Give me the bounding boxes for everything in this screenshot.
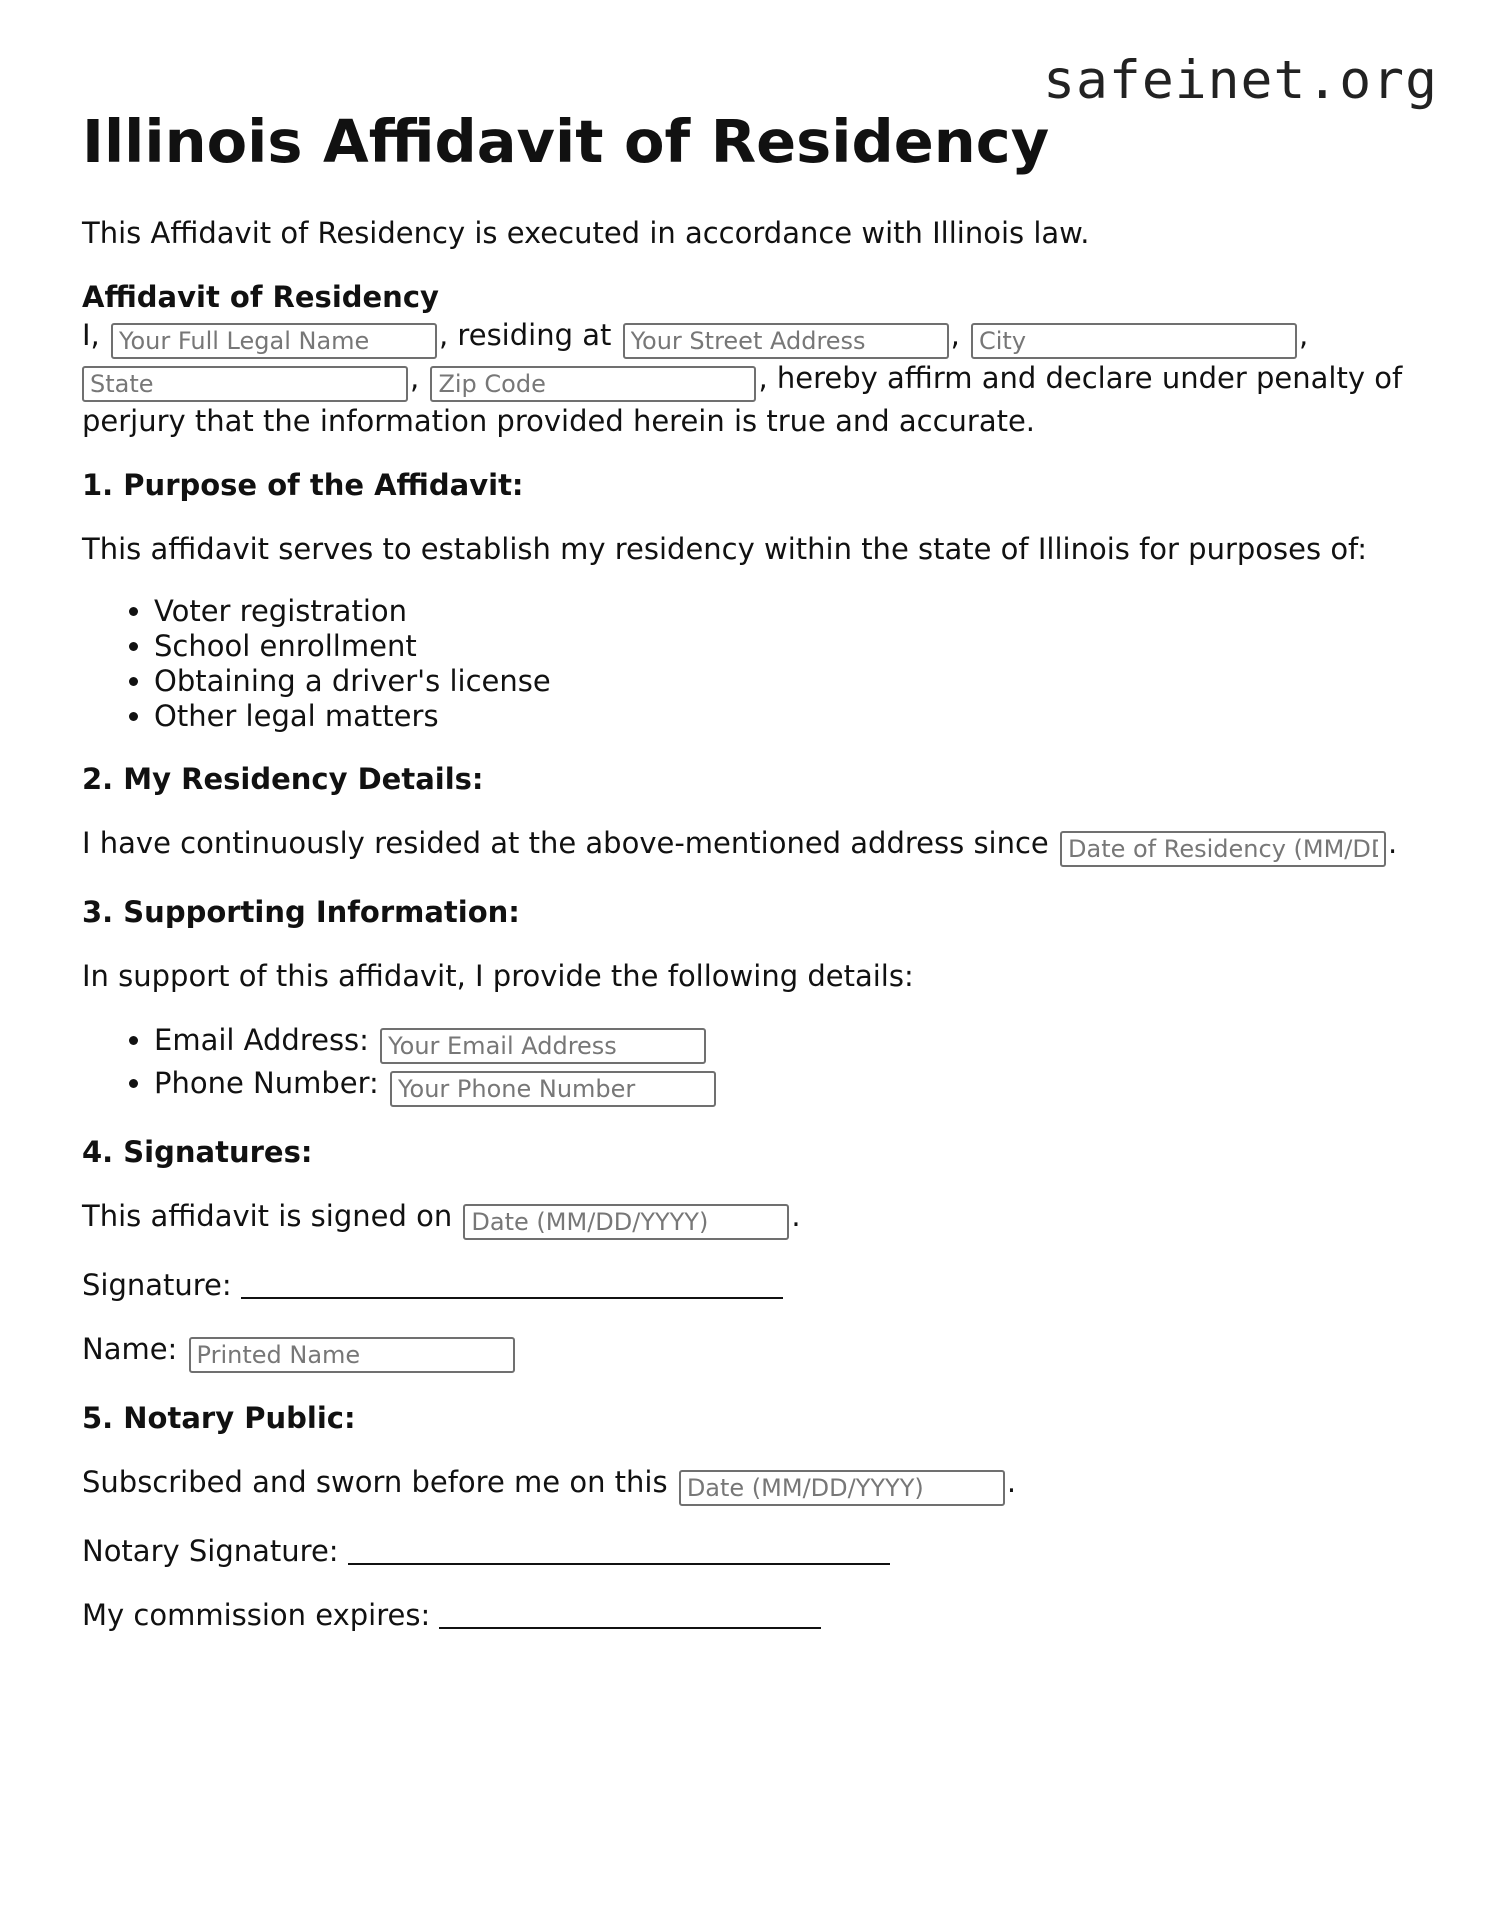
section-1-text: This affidavit serves to establish my residency within the state of Illinois for purposes of: [82,532,1368,566]
watermark: safeinet.org [1043,50,1438,111]
name-row [82,1330,1422,1373]
name-label: Name: [82,1332,178,1366]
phone-input[interactable] [390,1071,716,1107]
purpose-list [82,594,1422,734]
affidavit-document [82,108,1422,1634]
notary-signature-label: Notary Signature: [82,1534,339,1568]
residency-details-paragraph [82,824,1422,867]
intro-text: This Affidavit of Residency is executed in accordance with Illinois law. [82,216,1090,250]
page-title: Illinois Affidavit of Residency [82,107,1050,176]
declaration-suffix: , hereby affirm and declare under penalty of perjury that the information provided herein is true and accurate. [82,361,1403,438]
residing-at-text: , residing at [439,318,612,352]
city-input[interactable] [971,323,1297,359]
affidavit-subtitle: Affidavit of Residency [82,280,439,314]
period-text: . [1006,1465,1017,1499]
list-item [154,1021,1422,1064]
comma-text: , [950,318,960,352]
phone-label: Phone Number: [154,1066,379,1100]
section-3-heading: 3. Supporting Information: [82,895,520,929]
signature-label: Signature: [82,1268,232,1302]
signature-line[interactable] [241,1267,783,1299]
printed-name-input[interactable] [189,1337,515,1373]
section-4-heading: 4. Signatures: [82,1135,313,1169]
declaration-paragraph [82,316,1422,440]
signature-row [82,1266,1422,1304]
period-text: . [791,1199,801,1233]
declaration-prefix: I, [82,318,100,352]
comma-text: , [410,361,420,395]
contact-details-list [82,1021,1422,1107]
list-item: • Voter registration [154,594,1422,629]
commission-row [82,1596,1422,1634]
notary-signature-row [82,1532,1422,1570]
residency-text: I have continuously resided at the above-mentioned address since [82,826,1049,860]
signed-on-text: This affidavit is signed on [82,1199,453,1233]
period-text: . [1388,826,1398,860]
signed-date-input[interactable] [463,1204,789,1240]
section-3-text: In support of this affidavit, I provide the following details: [82,959,914,993]
notary-signature-line[interactable] [348,1533,890,1565]
section-1-heading: 1. Purpose of the Affidavit: [82,468,524,502]
list-item: • Other legal matters [154,699,1422,734]
commission-label: My commission expires: [82,1598,431,1632]
comma-text: , [1299,318,1309,352]
list-item: • Obtaining a driver's license [154,664,1422,699]
zip-code-input[interactable] [430,366,756,402]
sworn-paragraph [82,1463,1422,1506]
section-2-heading: 2. My Residency Details: [82,762,484,796]
residency-date-input[interactable] [1060,831,1386,867]
section-5-heading: 5. Notary Public: [82,1401,356,1435]
signed-on-paragraph [82,1197,1422,1240]
list-item: • School enrollment [154,629,1422,664]
list-item [154,1064,1422,1107]
street-address-input[interactable] [623,323,949,359]
full-legal-name-input[interactable] [111,323,437,359]
state-input[interactable] [82,366,408,402]
commission-expiry-line[interactable] [439,1597,821,1629]
sworn-text: Subscribed and sworn before me on this [82,1465,668,1499]
notary-date-input[interactable] [679,1470,1005,1506]
email-label: Email Address: [154,1023,369,1057]
email-input[interactable] [380,1028,706,1064]
